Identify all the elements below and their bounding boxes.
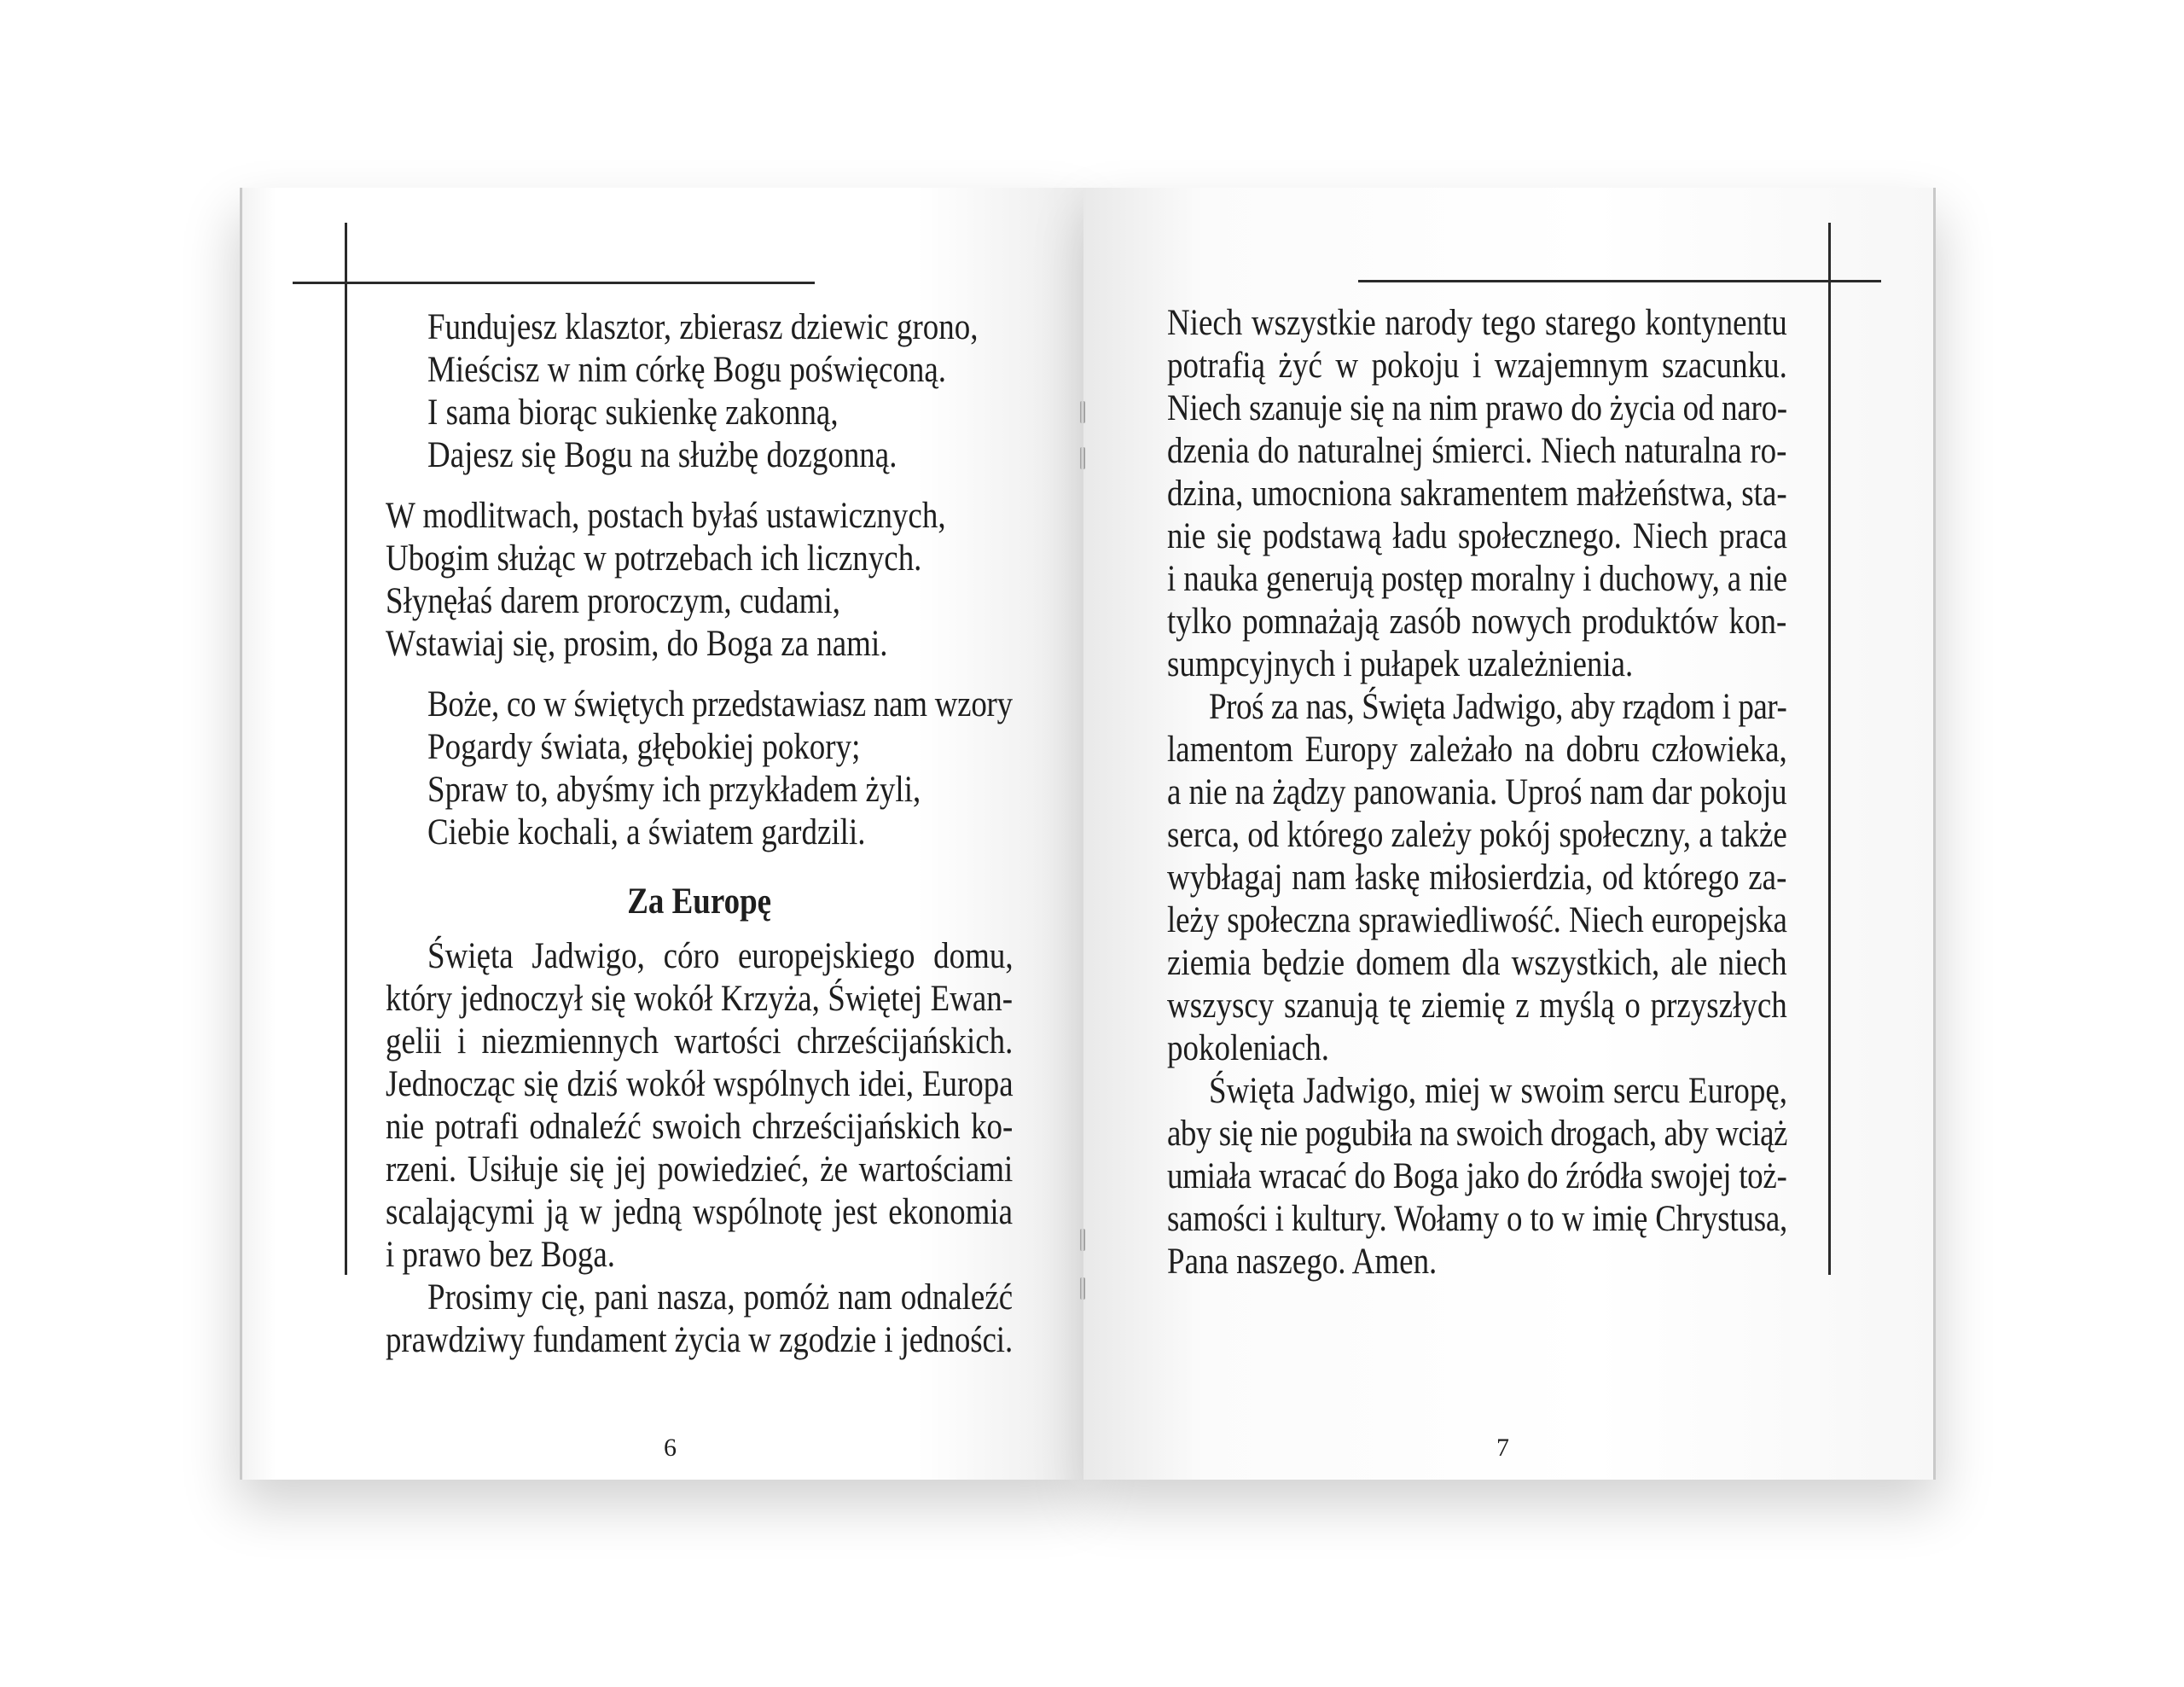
text-line-content: Mieścisz w nim córkę Bogu poświęconą. (427, 350, 947, 390)
text-line (1167, 1155, 1787, 1198)
text-line (1167, 1070, 1787, 1113)
text-line-content: Jednocząc się dziś wokół wspólnych idei, Europa (386, 1064, 1014, 1104)
text-line (386, 1234, 1013, 1277)
text-line-content: scalającymi ją w jedną wspólnotę jest ekonomia (386, 1192, 1014, 1232)
text-line-content: Słynęłaś darem proroczym, cudami, (386, 581, 840, 621)
paragraph (1167, 1070, 1787, 1283)
text-line (1167, 558, 1787, 601)
text-line (1167, 942, 1787, 985)
text-line-content: Boże, co w świętych przedstawiasz nam wzory (427, 684, 1013, 724)
text-line (1167, 601, 1787, 643)
text-line (1167, 515, 1787, 558)
text-line-content: wybłagaj nam łaskę miłosierdzia, od którego za- (1167, 858, 1787, 898)
text-line (386, 1319, 1013, 1362)
text-line-content: lamentom Europy zależało na dobru człowieka, (1167, 730, 1787, 770)
text-line-content: nie potrafi odnaleźć swoich chrześcijańskich ko- (386, 1107, 1014, 1147)
right-page-text (1167, 302, 1787, 1283)
text-line-content: Prosimy cię, pani nasza, pomóż nam odnaleźć (427, 1277, 1014, 1318)
text-line-content: aby się nie pogubiła na swoich drogach, aby wciąż (1167, 1114, 1787, 1154)
text-line-content: Spraw to, abyśmy ich przykładem żyli, (427, 770, 921, 810)
paragraph (1167, 302, 1787, 686)
page-number-right: 7 (1496, 1434, 1509, 1462)
text-line-content: umiała wracać do Boga jako do źródła swojej toż- (1167, 1156, 1787, 1196)
text-line-content: Wstawiaj się, prosim, do Boga za nami. (386, 624, 888, 664)
text-line-content: samości i kultury. Wołamy o to w imię Chrystusa, (1167, 1199, 1788, 1239)
text-line (1167, 686, 1787, 729)
text-line (1167, 1027, 1787, 1070)
text-line-content: Pogardy świata, głębokiej pokory; (427, 727, 861, 767)
text-line (1167, 899, 1787, 942)
text-line-content: Święta Jadwigo, córo europejskiego domu, (427, 936, 1014, 976)
text-line (1167, 430, 1787, 473)
text-line (386, 306, 1013, 349)
poem-stanza (386, 306, 1013, 477)
text-line-content: wszyscy szanują tę ziemię z myślą o przyszłych (1167, 986, 1787, 1026)
text-line (1167, 1198, 1787, 1241)
left-side-rule (345, 223, 347, 1275)
text-line (386, 1063, 1013, 1106)
right-side-rule (1828, 223, 1831, 1275)
text-line (386, 392, 1013, 434)
paragraph (1167, 686, 1787, 1070)
text-line-content: gelii i niezmiennych wartości chrześcijańskich. (386, 1021, 1014, 1062)
text-line-content: Ciebie kochali, a światem gardzili. (427, 812, 866, 852)
paragraph (386, 1277, 1013, 1362)
text-line (1167, 771, 1787, 814)
text-line-content: potrafią żyć w pokoju i wzajemnym szacunku. (1167, 346, 1787, 386)
text-line-content: ziemia będzie domem dla wszystkich, ale niech (1167, 943, 1787, 983)
text-line-content: Fundujesz klasztor, zbierasz dziewic grono, (427, 307, 979, 347)
poem-stanza (386, 684, 1013, 854)
text-line-content: a nie na żądzy panowania. Uproś nam dar pokoju (1167, 772, 1787, 812)
text-line-content: I sama biorąc sukienkę zakonną, (427, 393, 839, 433)
left-page-text (386, 306, 1013, 1362)
text-line-content: i prawo bez Boga. (386, 1235, 616, 1275)
text-line (386, 1191, 1013, 1234)
section-heading: Za Europę (627, 881, 772, 922)
text-line (386, 935, 1013, 978)
text-line-content: który jednoczył się wokół Krzyża, Świętej Ewan- (386, 979, 1014, 1019)
staple-mark (1080, 447, 1085, 469)
text-line (386, 495, 1013, 538)
poem-stanza (386, 495, 1013, 666)
text-line-content: Ubogim służąc w potrzebach ich licznych. (386, 538, 922, 579)
text-line-content: Proś za nas, Święta Jadwigo, aby rządom i par- (1209, 687, 1787, 727)
text-line-content: i nauka generują postęp moralny i duchowy, a nie (1167, 559, 1787, 599)
text-line (1167, 985, 1787, 1027)
text-line (1167, 814, 1787, 857)
text-line-content: pokoleniach. (1167, 1028, 1329, 1068)
text-line-content: serca, od którego zależy pokój społeczny, a także (1167, 815, 1787, 855)
text-line (1167, 643, 1787, 686)
text-line (386, 726, 1013, 769)
text-line-content: dzenia do naturalnej śmierci. Niech naturalna ro- (1167, 431, 1787, 471)
left-top-rule (293, 282, 815, 284)
text-line-content: leży społeczna sprawiedliwość. Niech europejska (1167, 900, 1787, 940)
text-line (386, 623, 1013, 666)
text-line (1167, 387, 1787, 430)
staple-mark (1080, 401, 1085, 423)
text-line-content: Dajesz się Bogu na służbę dozgonną. (427, 435, 897, 475)
page-number-left: 6 (664, 1434, 677, 1462)
text-line (386, 349, 1013, 392)
text-line (1167, 345, 1787, 387)
text-line-content: dzina, umocniona sakramentem małżeństwa, sta- (1167, 474, 1787, 514)
text-line-content: sumpcyjnych i pułapek uzależnienia. (1167, 644, 1634, 684)
text-line (1167, 729, 1787, 771)
text-line-content: Święta Jadwigo, miej w swoim sercu Europę, (1209, 1071, 1788, 1111)
text-line (386, 684, 1013, 726)
text-line-content: rzeni. Usiłuje się jej powiedzieć, że wartościami (386, 1149, 1014, 1190)
text-line (1167, 473, 1787, 515)
text-line (386, 812, 1013, 854)
text-line-content: Niech wszystkie narody tego starego kontynentu (1167, 303, 1787, 343)
paragraph (386, 935, 1013, 1277)
text-line-content: prawdziwy fundament życia w zgodzie i jedności. (386, 1320, 1014, 1360)
text-line-content: tylko pomnażają zasób nowych produktów kon- (1167, 602, 1787, 642)
text-line (1167, 1113, 1787, 1155)
staple-mark (1080, 1277, 1085, 1300)
text-line (1167, 1241, 1787, 1283)
text-line (386, 1021, 1013, 1063)
text-line (386, 978, 1013, 1021)
text-line-content: Pana naszego. Amen. (1167, 1242, 1438, 1282)
text-line-content: Niech szanuje się na nim prawo do życia od naro- (1167, 388, 1787, 428)
text-line (386, 769, 1013, 812)
staple-mark (1080, 1229, 1085, 1251)
text-line (386, 580, 1013, 623)
text-line (386, 434, 1013, 477)
text-line (1167, 857, 1787, 899)
text-line-content: W modlitwach, postach byłaś ustawicznych, (386, 496, 946, 536)
text-line (386, 1277, 1013, 1319)
text-line (1167, 302, 1787, 345)
text-line (386, 1106, 1013, 1149)
text-line (386, 538, 1013, 580)
right-top-rule (1358, 280, 1881, 282)
text-line (386, 1149, 1013, 1191)
text-line-content: nie się podstawą ładu społecznego. Niech praca (1167, 516, 1787, 556)
